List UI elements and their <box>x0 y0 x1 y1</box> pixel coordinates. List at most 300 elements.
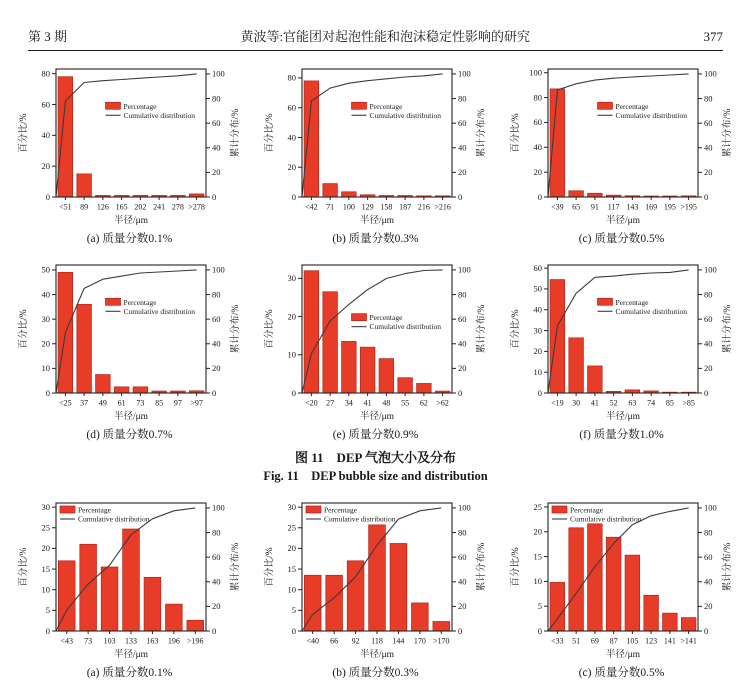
x-tick-label: 103 <box>103 636 116 646</box>
bar-line-chart-g <box>14 495 246 665</box>
left-tick-label: 15 <box>287 563 296 574</box>
x-tick-label: <25 <box>58 398 72 408</box>
bar <box>341 341 356 393</box>
left-tick-label: 30 <box>41 313 50 324</box>
bar-line-chart-h <box>260 495 492 665</box>
y-axis-title-right: 累计分布/% <box>230 542 241 592</box>
right-tick-label: 60 <box>703 313 712 324</box>
y-axis-title-right: 累计分布/% <box>476 542 487 592</box>
left-tick-label: 100 <box>528 67 542 78</box>
left-tick-label: 25 <box>287 522 296 533</box>
x-tick-label: 48 <box>381 398 390 408</box>
x-tick-label: 66 <box>329 636 338 646</box>
x-tick-label: 41 <box>590 398 599 408</box>
x-tick-label: 118 <box>370 636 383 646</box>
x-tick-label: 69 <box>590 636 599 646</box>
right-tick-label: 20 <box>457 601 466 612</box>
x-tick-label: >170 <box>432 636 450 646</box>
bar <box>411 603 428 631</box>
right-tick-label: 40 <box>211 576 220 587</box>
x-tick-label: 143 <box>625 202 638 212</box>
chart-panel-a <box>10 61 250 247</box>
x-tick-label: 169 <box>644 202 657 212</box>
left-tick-label: 20 <box>287 543 296 554</box>
chart-caption: (c) 质量分数0.5% <box>578 667 665 679</box>
legend-bar-label: Percentage <box>123 297 156 307</box>
left-tick-label: 5 <box>291 605 296 616</box>
left-tick-label: 50 <box>533 283 542 294</box>
chart-panel-i <box>502 495 742 681</box>
bar <box>606 537 621 631</box>
journal-issue: 第 3 期 <box>28 29 68 44</box>
left-tick-label: 30 <box>41 501 50 512</box>
left-tick-label: 25 <box>533 501 542 512</box>
right-tick-label: 40 <box>211 142 220 153</box>
left-tick-label: 40 <box>533 142 542 153</box>
x-tick-label: <51 <box>58 202 72 212</box>
bar <box>341 192 356 197</box>
bar <box>347 561 364 631</box>
right-tick-label: 20 <box>703 363 712 374</box>
y-axis-title-left: 百分比/% <box>18 547 29 587</box>
legend-bar-label: Percentage <box>615 101 648 111</box>
right-tick-label: 80 <box>703 289 712 300</box>
y-axis-title-left: 百分比/% <box>510 547 521 587</box>
x-axis-title: 半径/μm <box>605 216 640 226</box>
x-tick-label: 74 <box>646 398 655 408</box>
bar <box>133 387 148 393</box>
bar-line-chart-i <box>506 495 738 665</box>
x-tick-label: 55 <box>400 398 409 408</box>
x-tick-label: 163 <box>145 636 158 646</box>
chart-caption: (e) 质量分数0.9% <box>332 429 419 441</box>
right-tick-label: 0 <box>457 625 462 636</box>
bar <box>304 81 319 197</box>
x-tick-label: >278 <box>187 202 205 212</box>
x-tick-label: 126 <box>96 202 109 212</box>
x-tick-label: >85 <box>681 398 695 408</box>
x-tick-label: 117 <box>607 202 619 212</box>
plot-frame <box>302 69 452 197</box>
right-tick-label: 0 <box>703 387 708 398</box>
right-tick-label: 20 <box>703 167 712 178</box>
right-tick-label: 40 <box>457 576 466 587</box>
bar-line-chart-e <box>260 257 492 427</box>
legend-bar-label: Percentage <box>369 101 402 111</box>
legend-bar-label: Percentage <box>369 313 402 323</box>
left-tick-label: 10 <box>287 349 296 360</box>
bar <box>76 174 91 197</box>
left-tick-label: 30 <box>287 273 296 284</box>
legend-bar-swatch <box>60 506 75 513</box>
right-tick-label: 0 <box>211 387 216 398</box>
chart-panel-g <box>10 495 250 681</box>
bar <box>587 193 602 197</box>
x-axis-title: 半径/μm <box>359 650 394 660</box>
chart-caption: (d) 质量分数0.7% <box>86 429 173 441</box>
bar <box>568 191 583 197</box>
left-tick-label: 20 <box>533 346 542 357</box>
bar <box>625 555 640 631</box>
right-tick-label: 40 <box>211 338 220 349</box>
x-tick-label: 73 <box>83 636 92 646</box>
right-tick-label: 20 <box>703 601 712 612</box>
chart-panel-f <box>502 257 742 443</box>
x-tick-label: 85 <box>154 398 163 408</box>
right-tick-label: 60 <box>703 551 712 562</box>
x-axis-title: 半径/μm <box>359 412 394 422</box>
chart-panel-b <box>256 61 496 247</box>
x-tick-label: 165 <box>115 202 128 212</box>
bar <box>325 575 342 631</box>
x-tick-label: 133 <box>124 636 137 646</box>
x-tick-label: 141 <box>663 636 676 646</box>
bar <box>432 622 449 631</box>
legend-bar-label: Percentage <box>123 101 156 111</box>
right-tick-label: 100 <box>457 502 471 513</box>
bar <box>360 347 375 393</box>
x-tick-label: 187 <box>398 202 411 212</box>
figure12-row1 <box>0 495 751 681</box>
left-tick-label: 60 <box>287 102 296 113</box>
figure11-row2 <box>0 257 751 443</box>
bar <box>368 525 385 631</box>
chart-caption: (a) 质量分数0.1% <box>86 233 173 245</box>
x-tick-label: 92 <box>351 636 360 646</box>
legend-bar-swatch <box>351 102 366 109</box>
bar-line-chart-a <box>14 61 246 231</box>
bar-line-chart-b <box>260 61 492 231</box>
bar <box>397 378 412 393</box>
legend-line-label: Cumulative distribution <box>123 110 195 120</box>
right-tick-label: 80 <box>211 527 220 538</box>
x-tick-label: 61 <box>117 398 126 408</box>
x-tick-label: >195 <box>679 202 697 212</box>
right-tick-label: 100 <box>703 502 717 513</box>
bar <box>79 544 96 631</box>
chart-panel-d <box>10 257 250 443</box>
left-tick-label: 0 <box>537 191 542 202</box>
right-tick-label: 0 <box>703 625 708 636</box>
right-tick-label: 0 <box>457 191 462 202</box>
figure11-caption-en: Fig. 11 DEP bubble size and distribution <box>263 469 488 483</box>
x-tick-label: >141 <box>679 636 697 646</box>
chart-caption: (b) 质量分数0.3% <box>332 233 419 245</box>
left-tick-label: 40 <box>287 132 296 143</box>
x-axis-title: 半径/μm <box>605 650 640 660</box>
x-tick-label: 89 <box>79 202 88 212</box>
x-tick-label: <39 <box>550 202 564 212</box>
y-axis-title-left: 百分比/% <box>510 113 521 153</box>
figure11-caption-zh: 图 11 DEP 气泡大小及分布 <box>294 450 457 465</box>
x-tick-label: 216 <box>417 202 430 212</box>
left-tick-label: 60 <box>533 262 542 273</box>
right-tick-label: 80 <box>703 93 712 104</box>
chart-caption: (f) 质量分数1.0% <box>579 429 664 441</box>
left-tick-label: 0 <box>45 387 50 398</box>
left-tick-label: 20 <box>41 160 50 171</box>
left-tick-label: 0 <box>291 191 296 202</box>
chart-panel-e <box>256 257 496 443</box>
bar <box>95 375 110 393</box>
cumulative-line <box>548 74 689 197</box>
x-tick-label: 52 <box>609 398 618 408</box>
right-tick-label: 100 <box>703 264 717 275</box>
x-axis-title: 半径/μm <box>113 412 148 422</box>
x-tick-label: 30 <box>571 398 580 408</box>
legend-bar-swatch <box>351 314 366 321</box>
right-tick-label: 60 <box>457 551 466 562</box>
right-tick-label: 40 <box>703 576 712 587</box>
left-tick-label: 40 <box>533 304 542 315</box>
legend-bar-label: Percentage <box>615 297 648 307</box>
bar <box>550 280 565 393</box>
chart-caption: (b) 质量分数0.3% <box>332 667 419 679</box>
x-tick-label: 62 <box>419 398 428 408</box>
x-tick-label: 105 <box>625 636 638 646</box>
y-axis-title-left: 百分比/% <box>18 309 29 349</box>
x-axis-title: 半径/μm <box>113 650 148 660</box>
right-tick-label: 100 <box>211 68 225 79</box>
x-tick-label: 41 <box>363 398 372 408</box>
bar <box>643 595 658 631</box>
left-tick-label: 30 <box>533 325 542 336</box>
left-tick-label: 20 <box>41 338 50 349</box>
chart-panel-c <box>502 61 742 247</box>
right-tick-label: 40 <box>457 338 466 349</box>
bar <box>568 338 583 393</box>
left-tick-label: 25 <box>41 522 50 533</box>
right-tick-label: 40 <box>703 142 712 153</box>
right-tick-label: 20 <box>211 363 220 374</box>
bar <box>114 387 129 393</box>
right-tick-label: 0 <box>211 191 216 202</box>
bar <box>165 604 182 631</box>
left-tick-label: 5 <box>537 600 542 611</box>
left-tick-label: 0 <box>291 387 296 398</box>
x-tick-label: 202 <box>133 202 146 212</box>
y-axis-title-right: 累计分布/% <box>476 304 487 354</box>
y-axis-title-left: 百分比/% <box>18 113 29 153</box>
x-tick-label: 123 <box>644 636 657 646</box>
x-tick-label: 158 <box>379 202 392 212</box>
right-tick-label: 100 <box>457 68 471 79</box>
right-tick-label: 100 <box>211 502 225 513</box>
left-tick-label: 10 <box>41 584 50 595</box>
right-tick-label: 40 <box>703 338 712 349</box>
left-tick-label: 20 <box>533 526 542 537</box>
right-tick-label: 40 <box>457 142 466 153</box>
legend-line-label: Cumulative distribution <box>323 514 395 524</box>
x-tick-label: 195 <box>663 202 676 212</box>
x-tick-label: <19 <box>550 398 564 408</box>
right-tick-label: 100 <box>703 68 717 79</box>
legend-bar-swatch <box>306 506 321 513</box>
x-tick-label: 51 <box>571 636 580 646</box>
page-number: 377 <box>703 29 723 44</box>
right-tick-label: 20 <box>457 167 466 178</box>
left-tick-label: 80 <box>533 92 542 103</box>
left-tick-label: 0 <box>537 625 542 636</box>
x-axis-title: 半径/μm <box>605 412 640 422</box>
left-tick-label: 20 <box>287 311 296 322</box>
legend-line-label: Cumulative distribution <box>369 322 441 332</box>
x-tick-label: 87 <box>609 636 618 646</box>
y-axis-title-left: 百分比/% <box>264 113 275 153</box>
y-axis-title-right: 累计分布/% <box>722 542 733 592</box>
y-axis-title-right: 累计分布/% <box>722 304 733 354</box>
legend-line-label: Cumulative distribution <box>615 306 687 316</box>
y-axis-title-left: 百分比/% <box>510 309 521 349</box>
left-tick-label: 0 <box>291 625 296 636</box>
left-tick-label: 10 <box>41 363 50 374</box>
x-tick-label: 144 <box>391 636 404 646</box>
x-axis-title: 半径/μm <box>113 216 148 226</box>
bar <box>550 582 565 631</box>
right-tick-label: 60 <box>211 117 220 128</box>
chart-panel-h <box>256 495 496 681</box>
chart-caption: (a) 质量分数0.1% <box>86 667 173 679</box>
left-tick-label: 80 <box>41 68 50 79</box>
bar <box>587 524 602 631</box>
left-tick-label: 20 <box>41 543 50 554</box>
bar <box>379 359 394 393</box>
legend-bar-swatch <box>105 102 120 109</box>
right-tick-label: 80 <box>457 527 466 538</box>
legend-bar-swatch <box>105 298 120 305</box>
right-tick-label: 80 <box>211 93 220 104</box>
legend-line-label: Cumulative distribution <box>615 110 687 120</box>
x-tick-label: 91 <box>590 202 599 212</box>
right-tick-label: 60 <box>703 117 712 128</box>
chart-caption: (c) 质量分数0.5% <box>578 233 665 245</box>
bar <box>322 184 337 197</box>
left-tick-label: 20 <box>533 166 542 177</box>
bar <box>144 577 161 631</box>
x-tick-label: <33 <box>550 636 564 646</box>
bar <box>587 366 602 393</box>
left-tick-label: 5 <box>45 605 50 616</box>
right-tick-label: 0 <box>703 191 708 202</box>
bar <box>681 618 696 631</box>
y-axis-title-right: 累计分布/% <box>476 108 487 158</box>
left-tick-label: 60 <box>41 99 50 110</box>
right-tick-label: 60 <box>211 551 220 562</box>
right-tick-label: 20 <box>211 601 220 612</box>
x-tick-label: 37 <box>79 398 88 408</box>
right-tick-label: 100 <box>211 264 225 275</box>
bar <box>322 292 337 393</box>
x-tick-label: >62 <box>435 398 449 408</box>
legend-line-label: Cumulative distribution <box>369 110 441 120</box>
legend-bar-swatch <box>597 298 612 305</box>
x-tick-label: 73 <box>135 398 144 408</box>
x-tick-label: >216 <box>433 202 451 212</box>
y-axis-title-right: 累计分布/% <box>230 304 241 354</box>
left-tick-label: 10 <box>287 584 296 595</box>
bar <box>186 620 203 631</box>
legend-bar-label: Percentage <box>569 505 603 515</box>
left-tick-label: 40 <box>41 289 50 300</box>
x-tick-label: 100 <box>342 202 355 212</box>
left-tick-label: 50 <box>41 264 50 275</box>
x-tick-label: <20 <box>304 398 318 408</box>
x-tick-label: <43 <box>59 636 73 646</box>
bar <box>390 543 407 631</box>
left-tick-label: 40 <box>41 130 50 141</box>
left-tick-label: 10 <box>533 576 542 587</box>
right-tick-label: 60 <box>457 117 466 128</box>
x-axis-title: 半径/μm <box>359 216 394 226</box>
left-tick-label: 80 <box>287 72 296 83</box>
running-title: 黄波等:官能团对起泡性能和泡沫稳定性影响的研究 <box>240 29 531 44</box>
bar <box>122 529 139 631</box>
bar-line-chart-f <box>506 257 738 427</box>
left-tick-label: 10 <box>533 366 542 377</box>
bar <box>101 567 118 631</box>
plot-frame <box>548 69 698 197</box>
x-tick-label: 63 <box>627 398 636 408</box>
right-tick-label: 0 <box>211 625 216 636</box>
bar <box>662 613 677 631</box>
bar <box>58 77 73 197</box>
x-tick-label: 97 <box>173 398 182 408</box>
x-tick-label: 170 <box>413 636 426 646</box>
x-tick-label: >97 <box>189 398 203 408</box>
right-tick-label: 80 <box>457 289 466 300</box>
left-tick-label: 0 <box>537 387 542 398</box>
left-tick-label: 30 <box>287 501 296 512</box>
x-tick-label: 278 <box>171 202 184 212</box>
bar <box>568 528 583 631</box>
bar-line-chart-c <box>506 61 738 231</box>
left-tick-label: 20 <box>287 162 296 173</box>
y-axis-title-right: 累计分布/% <box>230 108 241 158</box>
figure11-row1 <box>0 61 751 247</box>
right-tick-label: 100 <box>457 264 471 275</box>
bar <box>76 304 91 393</box>
x-tick-label: >196 <box>186 636 204 646</box>
x-tick-label: <40 <box>305 636 319 646</box>
right-tick-label: 20 <box>457 363 466 374</box>
right-tick-label: 60 <box>211 313 220 324</box>
left-tick-label: 0 <box>45 625 50 636</box>
y-axis-title-right: 累计分布/% <box>722 108 733 158</box>
left-tick-label: 15 <box>533 551 542 562</box>
legend-line-label: Cumulative distribution <box>123 306 195 316</box>
legend-bar-swatch <box>597 102 612 109</box>
legend-bar-label: Percentage <box>323 505 357 515</box>
legend-bar-swatch <box>552 506 567 513</box>
legend-bar-label: Percentage <box>77 505 111 515</box>
page-header <box>28 0 723 51</box>
right-tick-label: 20 <box>211 167 220 178</box>
x-tick-label: 27 <box>325 398 334 408</box>
legend-line-label: Cumulative distribution <box>569 514 641 524</box>
left-tick-label: 15 <box>41 563 50 574</box>
right-tick-label: 80 <box>211 289 220 300</box>
bar-line-chart-d <box>14 257 246 427</box>
x-tick-label: <42 <box>304 202 318 212</box>
right-tick-label: 60 <box>457 313 466 324</box>
x-tick-label: 196 <box>167 636 180 646</box>
legend-line-label: Cumulative distribution <box>77 514 149 524</box>
x-tick-label: 65 <box>571 202 580 212</box>
y-axis-title-left: 百分比/% <box>264 547 275 587</box>
left-tick-label: 0 <box>45 191 50 202</box>
figure11-caption <box>0 449 751 485</box>
y-axis-title-left: 百分比/% <box>264 309 275 349</box>
